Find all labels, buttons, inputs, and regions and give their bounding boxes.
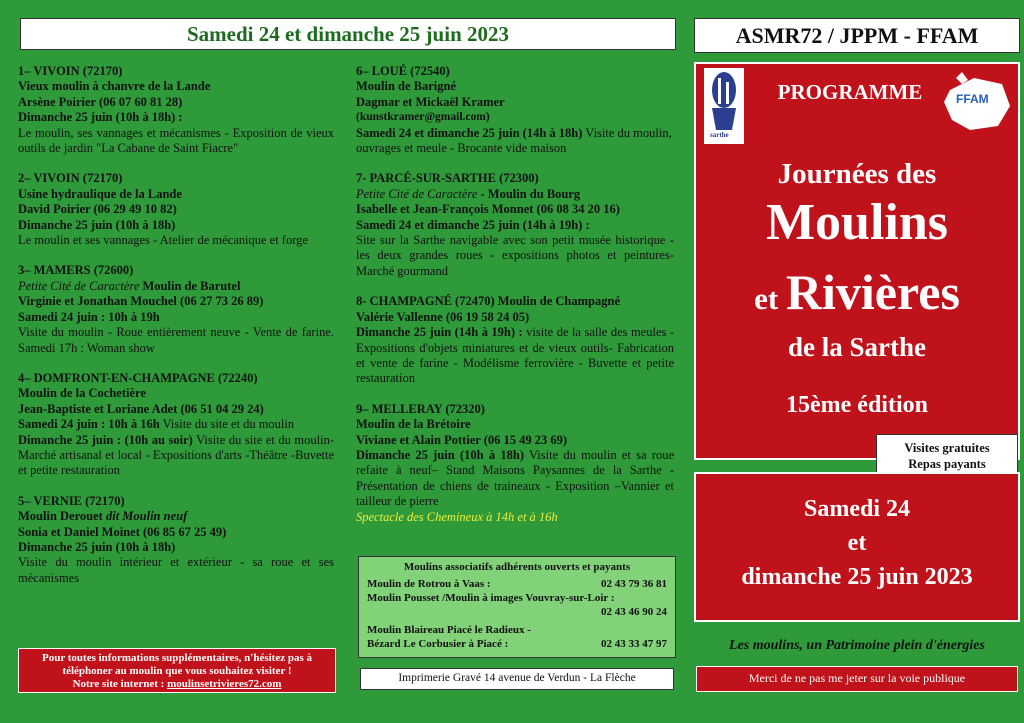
entry-when: Dimanche 25 juin (10h à 18h) [356, 447, 524, 462]
entry-title: 6– LOUÉ (72540) [356, 64, 450, 78]
edition: 15ème édition [786, 392, 928, 418]
entry-title: 5– VERNIE (72170) [18, 493, 125, 508]
assoc-name: Bézard Le Corbusier à Piacé : [367, 638, 509, 650]
date-line-2: et [847, 530, 867, 556]
date-line-3: dimanche 25 juin 2023 [741, 564, 973, 590]
assoc-row [367, 637, 667, 651]
bubble-line-1: Visites gratuites [904, 441, 990, 455]
entry-contact: Sonia et Daniel Moinet (06 85 67 25 49) [18, 524, 227, 539]
entry-desc: Visite du moulin - Roue entièrement neuve - Vente de farine. Samedi 17h : Woman show [18, 325, 334, 355]
entry-place: Moulin de la Brétoire [356, 417, 471, 432]
entry-place-italic: Petite Cité de Caractère [356, 186, 478, 201]
entry-contact: Valérie Vallenne (06 19 58 24 05) [356, 309, 530, 324]
assoc-phone: 02 43 79 36 81 [601, 578, 667, 590]
entry-when-line [356, 325, 674, 387]
entry-place: Moulin de Barigné [356, 79, 457, 94]
entry-place-line [18, 509, 334, 524]
entry-9 [356, 402, 674, 525]
entry-title: 4– DOMFRONT-EN-CHAMPAGNE (72240) [18, 370, 258, 385]
entry-when: Dimanche 25 juin (14h à 19h) : [356, 325, 523, 340]
entry-place: Vieux moulin à chanvre de la Lande [18, 79, 211, 94]
assoc-phone: 02 43 33 47 97 [601, 638, 667, 650]
entry-8 [356, 294, 674, 386]
entry-when: Samedi 24 juin : 10h à 16h [18, 417, 160, 432]
entry-place-italic: dit Moulin neuf [105, 509, 188, 524]
entry-place: Moulin de la Cochetière [18, 386, 146, 401]
slogan: Les moulins, un Patrimoine plein d'énergies [729, 638, 985, 653]
entry-desc: Visite du moulin intérieur et extérieur - sa roue et ses mécanismes [18, 555, 334, 585]
entry-title: 1– VIVOIN (72170) [18, 64, 123, 78]
associative-mills-box [358, 556, 676, 658]
entry-title: 2– VIVOIN (72170) [18, 171, 123, 186]
info-site-label: Notre site internet : [72, 678, 168, 690]
ffam-text: FFAM [956, 92, 989, 106]
entry-place-line [18, 279, 334, 294]
logo-text: sarthe [710, 131, 729, 139]
entry-when-desc: Visite du site et du moulin [159, 417, 295, 432]
entry-contact: Arsène Poirier (06 07 60 81 28) [18, 94, 183, 109]
entry-2 [18, 171, 334, 248]
title-line-3a: et [754, 281, 786, 316]
entry-when-line [356, 126, 674, 157]
entry-desc: Visite du site et du moulin- Marché artisanal et local - Expositions d'arts -Théâtre -Buvette et petite restauration [18, 432, 335, 478]
website-link[interactable]: moulinsetrivieres72.com [167, 678, 282, 690]
entry-desc: Visite du moulin et sa roue refaite à neuf– Stand Maisons Paysannes de la Sarthe - Présentation de chiens de traineaux - Exposition –Vannier et tailleur de pierre [356, 447, 674, 509]
assoc-name: Moulin Pousset /Moulin à images Vouvray-sur-Loir : [367, 592, 615, 604]
entry-email: (kunstkramer@gmail.com) [356, 111, 490, 124]
entry-place-line [356, 187, 674, 202]
entry-when2: Dimanche 25 juin : (10h au soir) [18, 432, 193, 447]
page-date-header: Samedi 24 et dimanche 25 juin 2023 [20, 18, 676, 50]
entry-title: 9– MELLERAY (72320) [356, 401, 485, 416]
entry-desc: Le moulin et ses vannages - Atelier de mécanique et forge [18, 233, 308, 248]
assoc-phone: 02 43 46 90 24 [601, 606, 667, 618]
entry-when: Dimanche 25 juin (10h à 18h) : [18, 110, 183, 125]
entry-contact: Jean-Baptiste et Loriane Adet (06 51 04 29 24) [18, 401, 264, 416]
entry-1 [18, 64, 334, 156]
asmr-logo [704, 68, 744, 144]
printer-credit: Imprimerie Gravé 14 avenue de Verdun - La Flèche [360, 668, 674, 690]
entry-place: Usine hydraulique de la Lande [18, 186, 182, 201]
program-box [694, 62, 1020, 460]
info-line-3 [19, 678, 335, 691]
entry-place: Moulin de Barutel [139, 278, 241, 293]
entry-5 [18, 494, 334, 586]
entry-when: Dimanche 25 juin (10h à 18h) [18, 539, 176, 554]
entry-desc: visite de la salle des meules - Expositions d'objets miniatures et de vieux outils- Fabrication et vente de farine - Modélisme ferrovière - Buvette et petite restauration [356, 325, 675, 386]
org-header: ASMR72 / JPPM - FFAM [694, 18, 1020, 53]
title-line-2: Moulins [765, 194, 949, 251]
entry-desc: Site sur la Sarthe navigable avec son petit musée historique - les deux grandes roues - expositions photos et peintures- Marché gourmand [356, 233, 674, 278]
assoc-name: Moulin Blaireau Piacé le Radieux - [367, 624, 531, 636]
title-line-1: Journées des [777, 158, 937, 190]
entry-desc: Le moulin, ses vannages et mécanismes - Exposition de vieux outils de jardin "La Cabane de Saint Fiacre" [18, 125, 334, 156]
info-box [18, 648, 336, 693]
entry-when: Samedi 24 et dimanche 25 juin (14h à 19h) : [356, 217, 590, 232]
date-box [694, 472, 1020, 622]
entry-when: Samedi 24 juin : 10h à 19h [18, 309, 160, 324]
entry-when2-line [18, 433, 334, 479]
entry-place: - Moulin du Bourg [477, 186, 581, 201]
entry-contact: David Poirier (06 29 49 10 82) [18, 202, 177, 217]
title-line-3 [696, 264, 1018, 333]
entry-contact: Viviane et Alain Pottier (06 15 49 23 69) [356, 432, 568, 447]
info-line-1: Pour toutes informations supplémentaires, n'hésitez pas à [41, 652, 312, 664]
entry-4 [18, 371, 334, 479]
assoc-name: Moulin de Rotrou à Vaas : [367, 578, 491, 590]
date-line-1: Samedi 24 [803, 496, 910, 522]
entry-when-line [18, 417, 334, 432]
assoc-row [367, 623, 667, 637]
assoc-row [367, 605, 667, 619]
entry-title: 8- CHAMPAGNÉ (72470) Moulin de Champagné [356, 294, 621, 309]
assoc-row [367, 577, 667, 591]
entry-3 [18, 263, 334, 355]
assoc-row [367, 591, 667, 605]
entry-special: Spectacle des Chemineux à 14h et à 16h [356, 509, 558, 524]
assoc-title: Moulins associatifs adhérents ouverts et payants [403, 561, 631, 573]
program-label: PROGRAMME [777, 80, 923, 104]
entry-contact: Isabelle et Jean-François Monnet (06 08 34 20 16) [356, 202, 620, 217]
entry-place: Moulin Derouet [18, 509, 106, 524]
entry-when: Samedi 24 et dimanche 25 juin (14h à 18h) [356, 125, 583, 140]
title-line-4: de la Sarthe [788, 332, 926, 362]
entry-6 [356, 64, 674, 156]
entry-when-line [356, 448, 674, 510]
entry-contact: Dagmar et Mickaël Kramer [356, 94, 505, 109]
entry-7 [356, 171, 674, 279]
column-left [18, 64, 334, 601]
info-line-2: téléphoner au moulin que vous souhaitez visiter ! [62, 665, 292, 677]
entry-contact: Virginie et Jonathan Mouchel (06 27 73 26 89) [18, 294, 264, 309]
entry-place-italic: Petite Cité de Caractère [18, 278, 140, 293]
entry-when: Dimanche 25 juin (10h à 18h) [18, 217, 176, 232]
column-middle [356, 64, 674, 540]
entry-title: 7- PARCÉ-SUR-SARTHE (72300) [356, 171, 539, 186]
title-line-3b: Rivières [785, 264, 960, 320]
bubble-line-2: Repas payants [908, 457, 986, 471]
entry-title: 3– MAMERS (72600) [18, 263, 134, 278]
ffam-logo [940, 70, 1014, 132]
entry-desc: Visite du moulin, ouvrages et meule - Brocante vide maison [356, 125, 672, 156]
footer-note: Merci de ne pas me jeter sur la voie publique [696, 666, 1018, 692]
